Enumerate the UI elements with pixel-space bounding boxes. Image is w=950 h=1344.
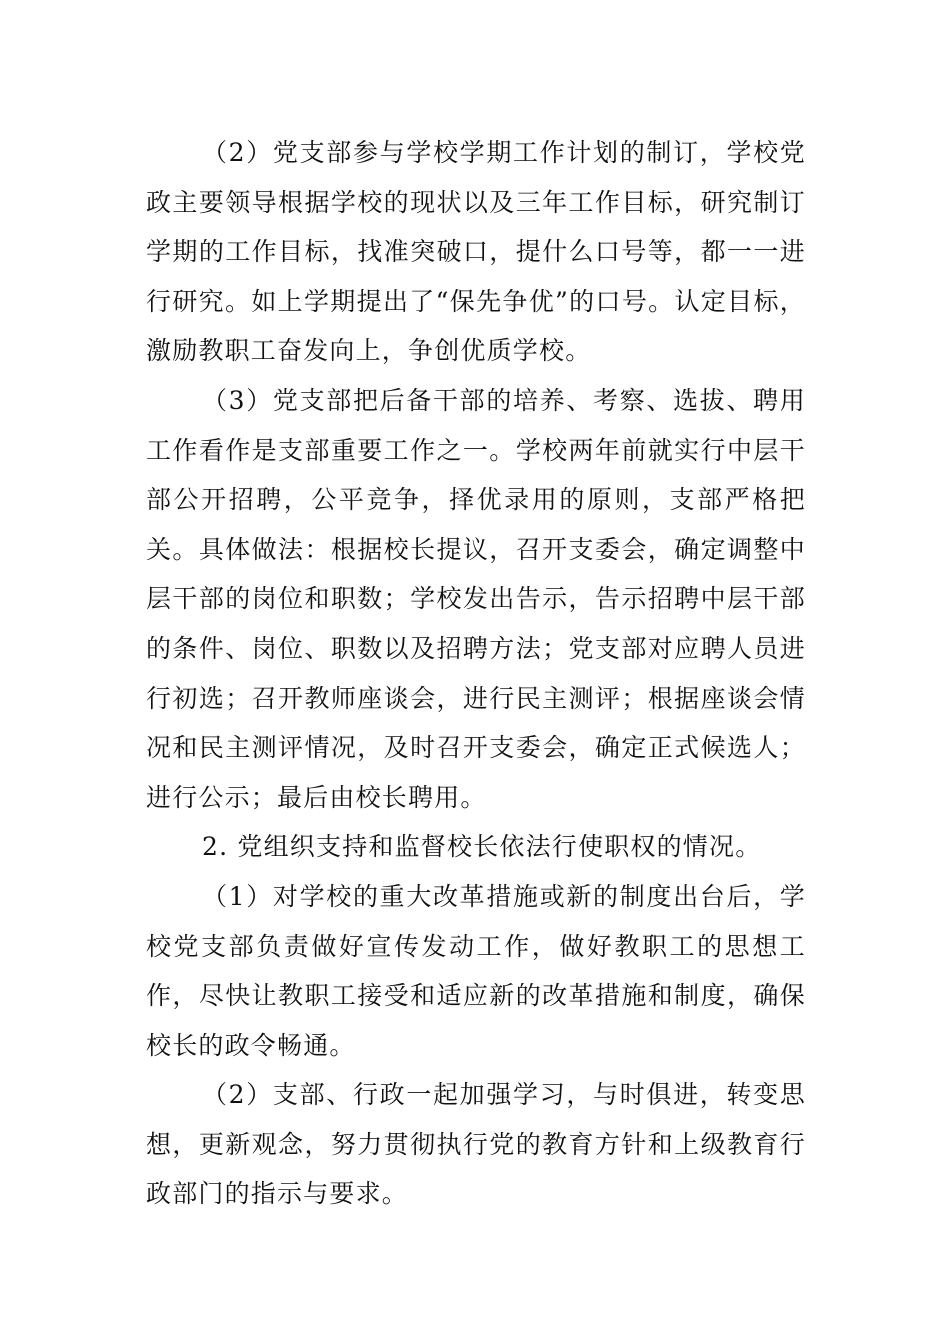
paragraph-cadre-selection: （3）党支部把后备干部的培养、考察、选拔、聘用工作看作是支部重要工作之一。学校两年前就实行中层干部公开招聘，公平竞争，择优录用的原则，支部严格把关。具体做法：根据校长提议，召开支委会，确定调整中层干部的岗位和职数；学校发出告示，告示招聘中层干部的条件、岗位、职数以及招聘方法；党支部对应聘人员进行初选；召开教师座谈会，进行民主测评；根据座谈会情况和民主测评情况，及时召开支委会，确定正式候选人；进行公示；最后由校长聘用。 xyxy=(146,385,806,812)
paragraph-reform-publicity: （1）对学校的重大改革措施或新的制度出台后，学校党支部负责做好宣传发动工作，做好教职工的思想工作，尽快让教职工接受和适应新的改革措施和制度，确保校长的政令畅通。 xyxy=(146,881,806,1060)
paragraph-joint-study: （2）支部、行政一起加强学习，与时俱进，转变思想，更新观念，努力贯彻执行党的教育方针和上级教育行政部门的指示与要求。 xyxy=(146,1080,806,1209)
section-heading-supervision: 2. 党组织支持和监督校长依法行使职权的情况。 xyxy=(202,832,762,862)
paragraph-party-branch-planning: （2）党支部参与学校学期工作计划的制订，学校党政主要领导根据学校的现状以及三年工作目标，研究制订学期的工作目标，找准突破口，提什么口号等，都一一进行研究。如上学期提出了“保先争优”的口号。认定目标，激励教职工奋发向上，争创优质学校。 xyxy=(146,138,806,366)
document-body xyxy=(146,128,806,1219)
